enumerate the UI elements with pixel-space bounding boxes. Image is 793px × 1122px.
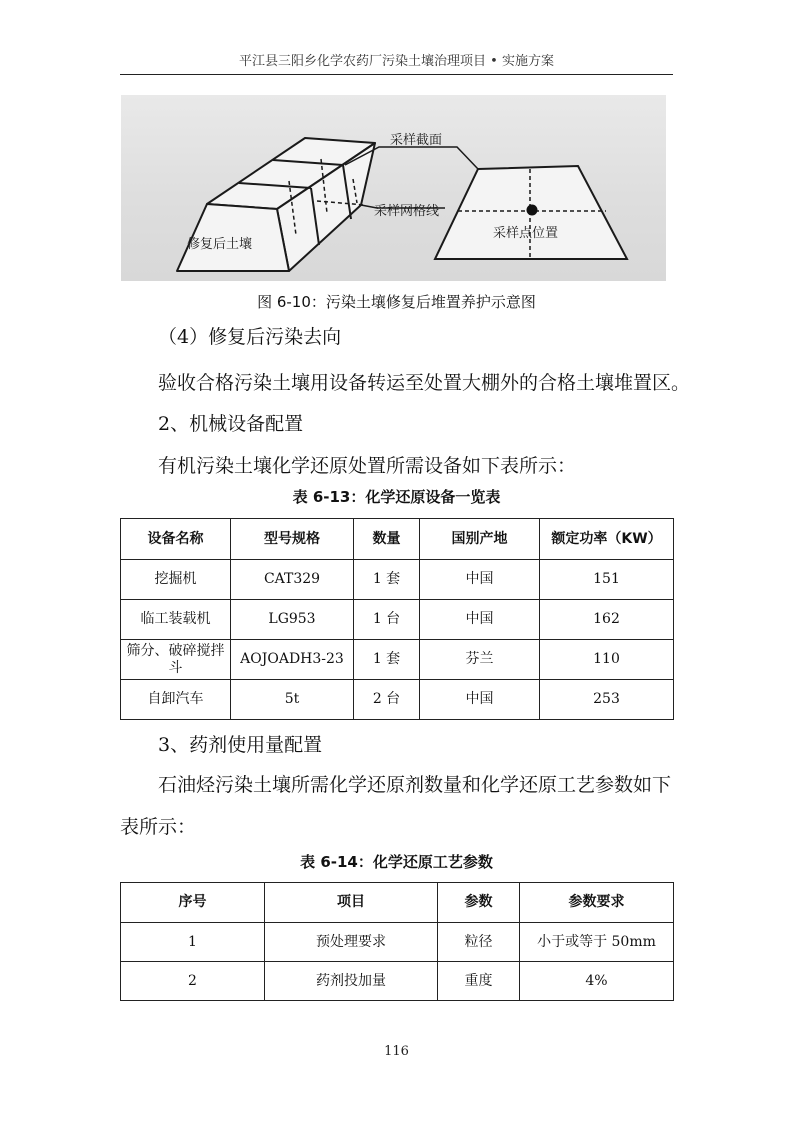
table-cell: 1 套	[354, 640, 420, 680]
table-cell: 中国	[420, 680, 540, 720]
table-cell: LG953	[231, 600, 354, 640]
table-title-equipment: 表 6-13：化学还原设备一览表	[292, 488, 501, 506]
table-row	[121, 962, 674, 1001]
table-cell: 2 台	[354, 680, 420, 720]
table-cell: 临工装载机	[121, 600, 231, 640]
table-cell: 筛分、破碎搅拌斗	[121, 640, 231, 680]
subheading-destination: （4）修复后污染去向	[158, 326, 342, 348]
table-cell: 中国	[420, 560, 540, 600]
table-row	[121, 923, 674, 962]
parameter-table	[120, 882, 674, 1001]
header-cell: 数量	[354, 519, 420, 560]
section-heading-equipment: 2、机械设备配置	[158, 413, 304, 435]
label-sampling-point: 采样点位置	[493, 226, 559, 241]
table-cell: 自卸汽车	[121, 680, 231, 720]
table-cell: 1 台	[354, 600, 420, 640]
table-cell: 253	[540, 680, 674, 720]
header-cell: 国别产地	[420, 519, 540, 560]
figure-photo	[121, 95, 666, 281]
label-sampling-section: 采样截面	[390, 133, 443, 148]
header-cell: 额定功率（KW）	[540, 519, 674, 560]
figure-caption: 图 6-10：污染土壤修复后堆置养护示意图	[257, 293, 536, 311]
table-cell: 151	[540, 560, 674, 600]
sampling-point-marker	[527, 205, 538, 216]
table-cell: 4%	[520, 962, 674, 1001]
table-cell: 1	[121, 923, 265, 962]
header-cell: 参数	[438, 883, 520, 923]
page-number: 116	[384, 1044, 409, 1059]
table-cell: 药剂投加量	[265, 962, 438, 1001]
soil-pile-diagram	[121, 95, 666, 281]
table-cell: 小于或等于 50mm	[520, 923, 674, 962]
table-row	[121, 560, 674, 600]
table-cell: 挖掘机	[121, 560, 231, 600]
header-cell: 项目	[265, 883, 438, 923]
table-row	[121, 600, 674, 640]
header-rule	[120, 74, 673, 75]
table-cell: 中国	[420, 600, 540, 640]
table-row	[121, 680, 674, 720]
header-cell: 型号规格	[231, 519, 354, 560]
table-header-row	[121, 519, 674, 560]
running-header: 平江县三阳乡化学农药厂污染土壤治理项目 • 实施方案	[239, 54, 554, 69]
table-cell: 预处理要求	[265, 923, 438, 962]
paragraph-reagent-intro-cont: 表所示：	[120, 816, 197, 838]
header-cell: 参数要求	[520, 883, 674, 923]
label-remediated-soil: 修复后土壤	[187, 237, 253, 252]
table-row	[121, 640, 674, 680]
table-cell: 芬兰	[420, 640, 540, 680]
header-cell: 设备名称	[121, 519, 231, 560]
table-cell: 162	[540, 600, 674, 640]
table-cell: 粒径	[438, 923, 520, 962]
table-cell: 重度	[438, 962, 520, 1001]
table-cell: AOJOADH3-23	[231, 640, 354, 680]
table-header-row	[121, 883, 674, 923]
section-heading-reagent: 3、药剂使用量配置	[158, 734, 323, 756]
header-cell: 序号	[121, 883, 265, 923]
table-cell: 110	[540, 640, 674, 680]
table-cell: 5t	[231, 680, 354, 720]
equipment-table	[120, 518, 674, 720]
paragraph-reagent-intro: 石油烃污染土壤所需化学还原剂数量和化学还原工艺参数如下	[158, 774, 672, 796]
table-cell: 2	[121, 962, 265, 1001]
paragraph-transport: 验收合格污染土壤用设备转运至处置大棚外的合格土壤堆置区。	[158, 372, 691, 394]
table-cell: 1 套	[354, 560, 420, 600]
paragraph-equipment-intro: 有机污染土壤化学还原处置所需设备如下表所示：	[158, 455, 577, 477]
label-grid-line: 采样网格线	[374, 204, 440, 219]
table-cell: CAT329	[231, 560, 354, 600]
table-title-parameters: 表 6-14：化学还原工艺参数	[300, 853, 493, 871]
